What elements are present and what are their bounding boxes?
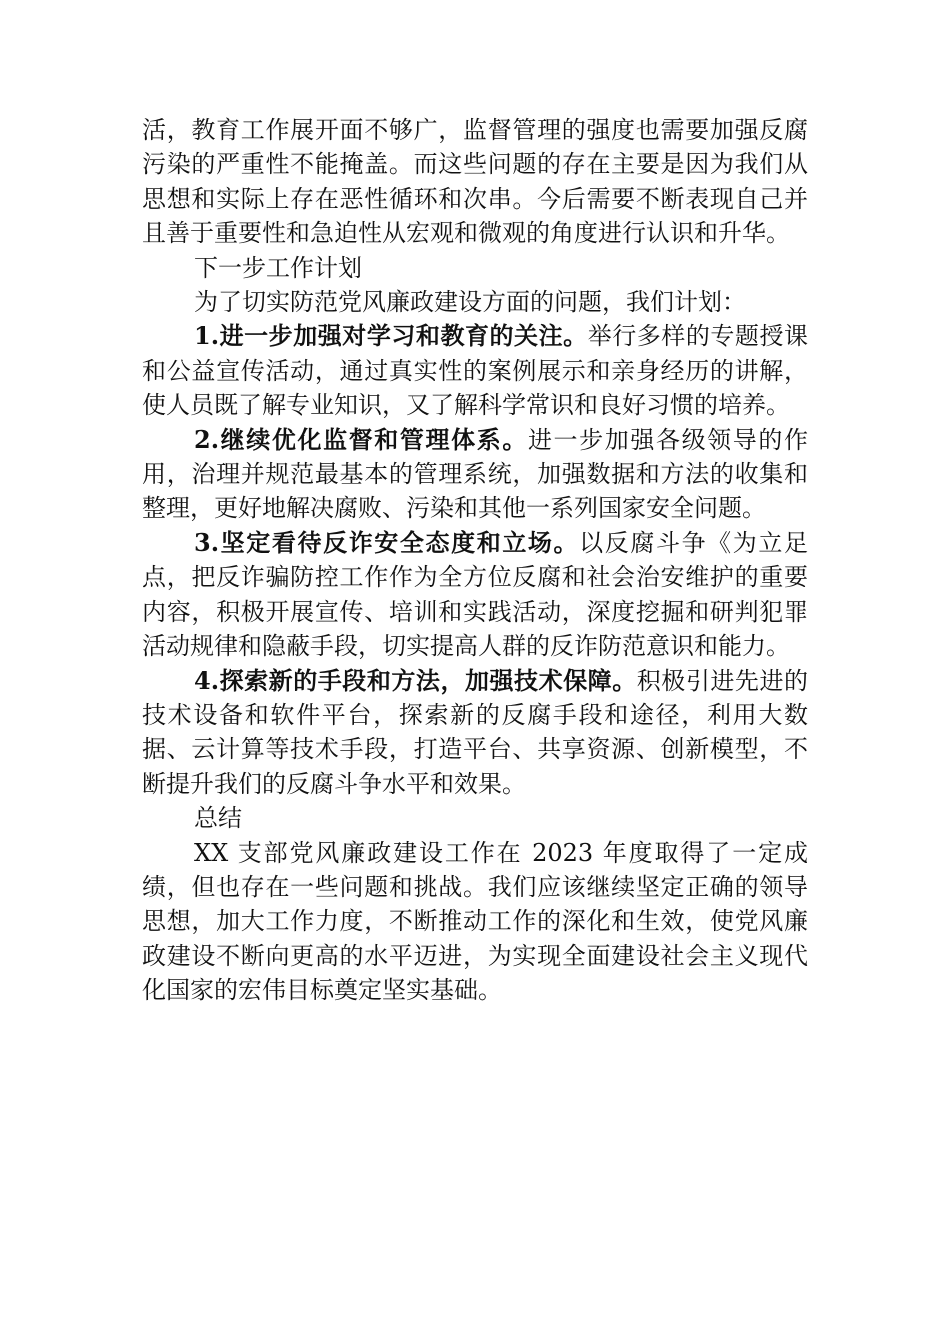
paragraph-plan-intro: 为了切实防范党风廉政建设方面的问题，我们计划： — [194, 288, 746, 317]
paragraph-continuation: 活，教育工作展开面不够广，监督管理的强度也需要加强反腐污染的严重性不能掩盖。而这些问题的存在主要是因为我们从思想和实际上存在恶性循环和次串。今后需要不断表现自己并且善于重要性和急迫性从宏观和微观的角度进行认识和升华。 — [142, 116, 808, 248]
plan-item-2-lead: 2.继续优化监督和管理体系。 — [194, 424, 528, 454]
plan-item-4-body: 积极引进先进的技术设备和软件平台，探索新的反腐手段和途径，利用大数据、云计算等技术手段，打造平台、共享资源、创新模型，不断提升我们的反腐斗争水平和效果。 — [142, 666, 808, 798]
plan-item-1-body: 举行多样的专题授课和公益宣传活动，通过真实性的案例展示和亲身经历的讲解，使人员既了解专业知识，又了解科学常识和良好习惯的培养。 — [142, 322, 808, 420]
plan-item-1 — [142, 319, 808, 422]
section-heading-summary: 总结 — [194, 804, 242, 833]
plan-item-2 — [142, 423, 808, 526]
plan-item-4-lead: 4.探索新的手段和方法，加强技术保障。 — [194, 665, 637, 695]
plan-item-3-body: 以反腐斗争《为立足点，把反诈骗防控工作作为全方位反腐和社会治安维护的重要内容，积极开展宣传、培训和实践活动，深度挖掘和研判犯罪活动规律和隐蔽手段，切实提高人群的反诈防范意识和能力。 — [142, 528, 809, 661]
plan-item-3 — [142, 526, 808, 664]
plan-item-4 — [142, 664, 808, 802]
plan-item-2-body: 进一步加强各级领导的作用，治理并规范最基本的管理系统，加强数据和方法的收集和整理，更好地解决腐败、污染和其他一系列国家安全问题。 — [142, 425, 808, 523]
plan-item-3-lead: 3.坚定看待反诈安全态度和立场。 — [194, 527, 580, 557]
document-page — [142, 113, 808, 1008]
plan-item-1-lead: 1.进一步加强对学习和教育的关注。 — [194, 321, 588, 351]
paragraph-summary: XX 支部党风廉政建设工作在 2023 年度取得了一定成绩，但也存在一些问题和挑战。我们应该继续坚定正确的领导思想，加大工作力度，不断推动工作的深化和生效，使党风廉政建设不断向更高的水平迈进，为实现全面建设社会主义现代化国家的宏伟目标奠定坚实基础。 — [142, 838, 808, 1005]
section-heading-next-steps: 下一步工作计划 — [194, 253, 362, 282]
